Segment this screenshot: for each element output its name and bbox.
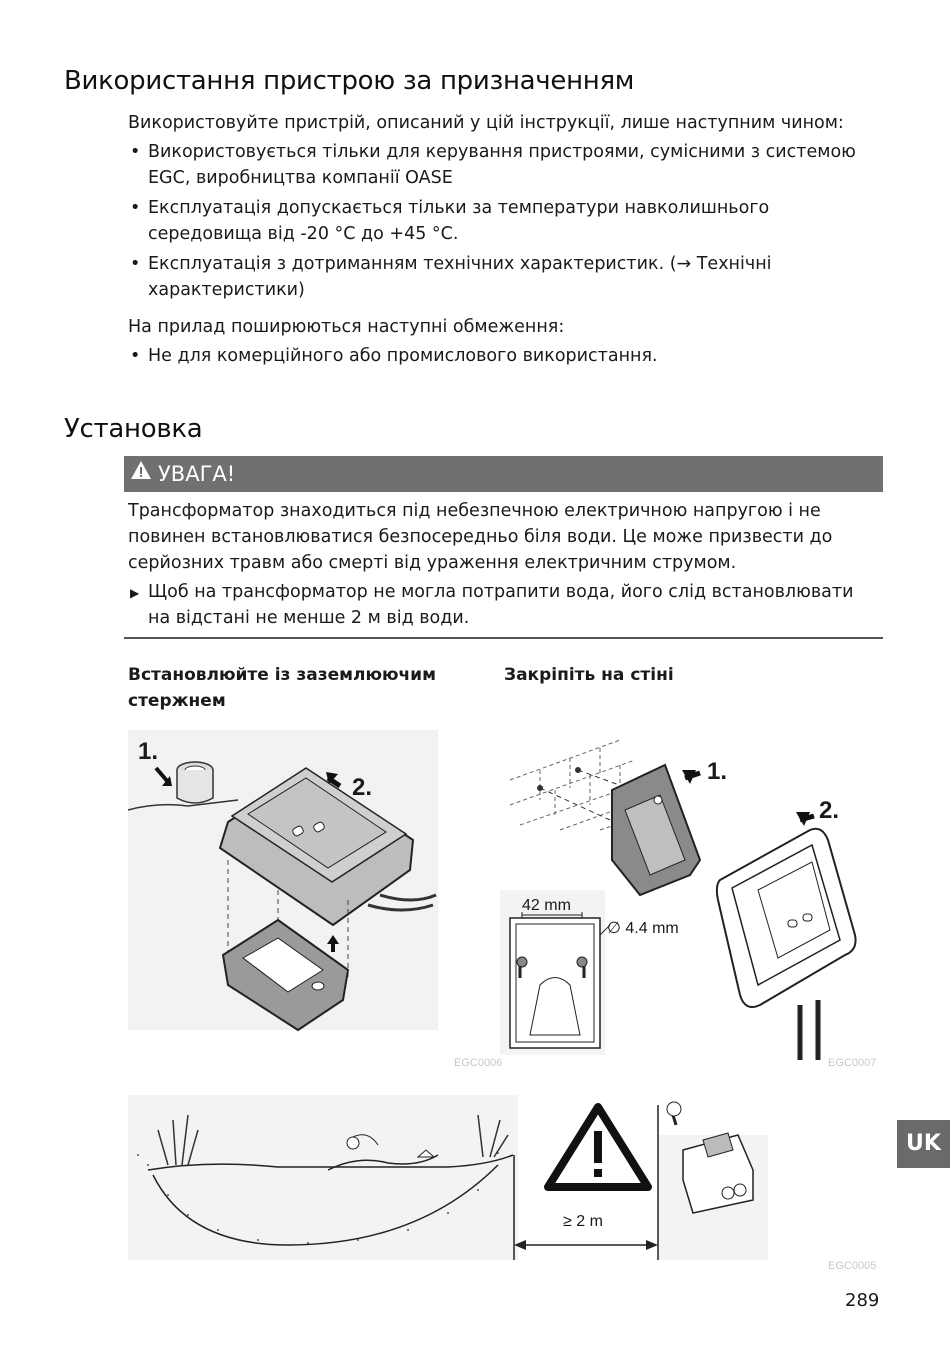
pond-distance-illustration: [128, 1095, 768, 1265]
section-title-intended-use: Використання пристрою за призначенням: [64, 66, 635, 96]
figure-code: EGC0007: [828, 1057, 877, 1069]
list-item-text: Експлуатація допускається тільки за температури навколишнього середовища від -20 °C до +45 °C.: [148, 198, 770, 244]
wall-mount-heading: Закріпіть на стіні: [504, 665, 674, 685]
warning-banner: [124, 456, 883, 492]
dimension-width: 42 mm: [522, 897, 571, 914]
figure-code: EGC0005: [828, 1260, 877, 1272]
step-2-label: 2.: [352, 774, 373, 801]
intended-use-intro: Використовуйте пристрій, описаний у цій інструкції, лише наступним чином:: [128, 113, 844, 133]
bullet-icon: •: [130, 198, 141, 218]
warning-action-text: Щоб на трансформатор не могла потрапити вода, його слід встановлювати на відстані не менше 2 м від води.: [148, 582, 854, 628]
language-badge: UK: [897, 1120, 950, 1168]
section-title-installation: Установка: [64, 414, 203, 444]
dimension-hole: ∅ 4.4 mm: [607, 920, 679, 937]
divider: [124, 637, 883, 639]
step-1-label: 1.: [138, 738, 159, 765]
ground-spike-illustration: [128, 730, 508, 1070]
warning-icon: [130, 455, 152, 491]
arrow-right-icon: ▶: [130, 586, 140, 600]
step-1-label: 1.: [707, 758, 728, 785]
list-item-text: Експлуатація з дотриманням технічних характеристик. (→ Технічні характеристики): [148, 254, 772, 300]
step-2-label: 2.: [819, 797, 840, 824]
list-item: [128, 139, 888, 191]
bullet-icon: •: [130, 346, 141, 366]
distance-label: ≥ 2 m: [563, 1213, 603, 1230]
bullet-icon: •: [130, 142, 141, 162]
warning-label: УВАГА!: [158, 462, 236, 486]
restrictions-intro: На прилад поширюються наступні обмеження:: [128, 317, 565, 337]
list-item: [128, 195, 888, 247]
warning-action: [128, 579, 878, 631]
list-item: [128, 343, 888, 369]
ground-spike-heading: Встановлюйте із заземлюючим стержнем: [128, 665, 436, 711]
wall-mount-illustration: [500, 730, 880, 1060]
bullet-icon: •: [130, 254, 141, 274]
warning-text: Трансформатор знаходиться під небезпечною електричною напругою і не повинен встановлюватися безпосередньо біля води. Це може призвести до серйозних травм або смерті від ураження електричним струмом.: [128, 501, 833, 573]
page-number: 289: [845, 1290, 880, 1311]
list-item: [128, 251, 888, 303]
figure-code: EGC0006: [454, 1057, 503, 1069]
list-item-text: Використовується тільки для керування пристроями, сумісними з системою EGC, виробництва компанії OASE: [148, 142, 856, 188]
list-item-text: Не для комерційного або промислового використання.: [148, 346, 658, 366]
